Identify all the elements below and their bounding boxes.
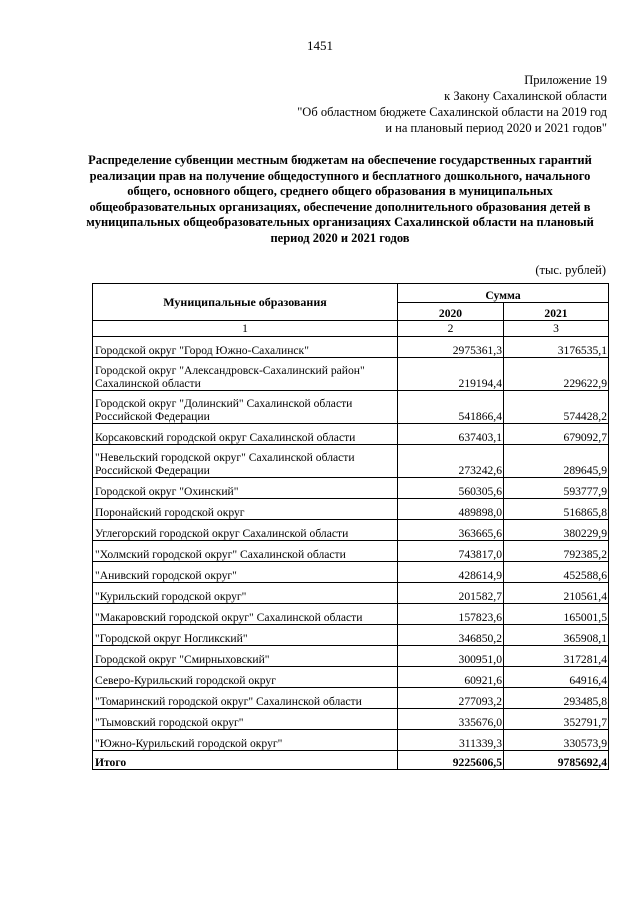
municipality-name-cell: Городской округ "Смирныховский" bbox=[93, 646, 398, 667]
table-row bbox=[93, 337, 609, 358]
value-2021-cell: 293485,8 bbox=[504, 688, 609, 709]
value-2021-cell: 64916,4 bbox=[504, 667, 609, 688]
value-2020-cell: 2975361,3 bbox=[398, 337, 504, 358]
municipality-name-cell: "Южно-Курильский городской округ" bbox=[93, 730, 398, 751]
municipality-name-cell: Городской округ "Город Южно-Сахалинск" bbox=[93, 337, 398, 358]
value-2020-cell: 560305,6 bbox=[398, 478, 504, 499]
document-title: Распределение субвенции местным бюджетам на обеспечение государственных гарантий реализации прав на получение общедоступного и бесплатного дошкольного, начального общего, основного общего, среднего общего образования в муниципальных общеобразовательных организациях, обеспечение дополнительного образования детей в муниципальных общеобразовательных организациях Сахалинской области на плановый период 2020 и 2021 годов bbox=[86, 153, 594, 245]
municipality-name-cell: Поронайский городской округ bbox=[93, 499, 398, 520]
header-municipalities: Муниципальные образования bbox=[93, 284, 398, 321]
table-row bbox=[93, 604, 609, 625]
municipality-name-cell: Северо-Курильский городской округ bbox=[93, 667, 398, 688]
appendix-note bbox=[297, 72, 607, 136]
total-2021-cell: 9785692,4 bbox=[504, 751, 609, 770]
subvention-table bbox=[92, 283, 609, 770]
value-2020-cell: 201582,7 bbox=[398, 583, 504, 604]
table-row bbox=[93, 424, 609, 445]
municipality-name-cell: "Холмский городской округ" Сахалинской области bbox=[93, 541, 398, 562]
header-year-2020: 2020 bbox=[398, 303, 504, 321]
value-2020-cell: 489898,0 bbox=[398, 499, 504, 520]
value-2021-cell: 365908,1 bbox=[504, 625, 609, 646]
municipality-name-cell: Корсаковский городской округ Сахалинской области bbox=[93, 424, 398, 445]
table-row bbox=[93, 562, 609, 583]
units-label: (тыс. рублей) bbox=[535, 263, 606, 277]
table-row bbox=[93, 646, 609, 667]
total-row bbox=[93, 751, 609, 770]
total-label-cell: Итого bbox=[93, 751, 398, 770]
value-2020-cell: 743817,0 bbox=[398, 541, 504, 562]
value-2021-cell: 792385,2 bbox=[504, 541, 609, 562]
appendix-line: Приложение 19 bbox=[524, 73, 607, 87]
table-row bbox=[93, 625, 609, 646]
value-2021-cell: 330573,9 bbox=[504, 730, 609, 751]
table-row bbox=[93, 688, 609, 709]
column-number: 1 bbox=[93, 321, 398, 337]
table-row bbox=[93, 583, 609, 604]
municipality-name-cell: Городской округ "Долинский" Сахалинской области Российской Федерации bbox=[93, 391, 398, 424]
value-2020-cell: 311339,3 bbox=[398, 730, 504, 751]
column-number: 2 bbox=[398, 321, 504, 337]
municipality-name-cell: "Невельский городской округ" Сахалинской области Российской Федерации bbox=[93, 445, 398, 478]
table-row bbox=[93, 709, 609, 730]
table-row bbox=[93, 730, 609, 751]
table-row bbox=[93, 667, 609, 688]
header-sum: Сумма bbox=[398, 284, 609, 303]
value-2021-cell: 574428,2 bbox=[504, 391, 609, 424]
table-row bbox=[93, 478, 609, 499]
table-row bbox=[93, 499, 609, 520]
value-2021-cell: 165001,5 bbox=[504, 604, 609, 625]
value-2020-cell: 335676,0 bbox=[398, 709, 504, 730]
value-2020-cell: 300951,0 bbox=[398, 646, 504, 667]
table-row bbox=[93, 445, 609, 478]
value-2021-cell: 593777,9 bbox=[504, 478, 609, 499]
value-2021-cell: 380229,9 bbox=[504, 520, 609, 541]
appendix-line: к Закону Сахалинской области bbox=[444, 89, 607, 103]
value-2021-cell: 229622,9 bbox=[504, 358, 609, 391]
value-2020-cell: 541866,4 bbox=[398, 391, 504, 424]
value-2021-cell: 352791,7 bbox=[504, 709, 609, 730]
table-row bbox=[93, 520, 609, 541]
value-2020-cell: 428614,9 bbox=[398, 562, 504, 583]
value-2020-cell: 157823,6 bbox=[398, 604, 504, 625]
appendix-line: "Об областном бюджете Сахалинской области на 2019 год bbox=[297, 105, 607, 119]
municipality-name-cell: Городской округ "Александровск-Сахалинский район" Сахалинской области bbox=[93, 358, 398, 391]
municipality-name-cell: "Анивский городской округ" bbox=[93, 562, 398, 583]
value-2021-cell: 210561,4 bbox=[504, 583, 609, 604]
municipality-name-cell: "Томаринский городской округ" Сахалинской области bbox=[93, 688, 398, 709]
municipality-name-cell: "Макаровский городской округ" Сахалинской области bbox=[93, 604, 398, 625]
total-2020-cell: 9225606,5 bbox=[398, 751, 504, 770]
value-2021-cell: 516865,8 bbox=[504, 499, 609, 520]
table-row bbox=[93, 358, 609, 391]
column-number: 3 bbox=[504, 321, 609, 337]
page-number: 1451 bbox=[307, 38, 333, 53]
municipality-name-cell: Городской округ "Охинский" bbox=[93, 478, 398, 499]
value-2020-cell: 637403,1 bbox=[398, 424, 504, 445]
value-2021-cell: 679092,7 bbox=[504, 424, 609, 445]
value-2020-cell: 60921,6 bbox=[398, 667, 504, 688]
table-row bbox=[93, 541, 609, 562]
value-2020-cell: 273242,6 bbox=[398, 445, 504, 478]
municipality-name-cell: Углегорский городской округ Сахалинской области bbox=[93, 520, 398, 541]
value-2021-cell: 289645,9 bbox=[504, 445, 609, 478]
appendix-line: и на плановый период 2020 и 2021 годов" bbox=[385, 121, 607, 135]
municipality-name-cell: "Тымовский городской округ" bbox=[93, 709, 398, 730]
value-2021-cell: 317281,4 bbox=[504, 646, 609, 667]
municipality-name-cell: "Городской округ Ногликский" bbox=[93, 625, 398, 646]
value-2021-cell: 452588,6 bbox=[504, 562, 609, 583]
table-row bbox=[93, 391, 609, 424]
value-2020-cell: 219194,4 bbox=[398, 358, 504, 391]
header-year-2021: 2021 bbox=[504, 303, 609, 321]
value-2020-cell: 346850,2 bbox=[398, 625, 504, 646]
value-2020-cell: 363665,6 bbox=[398, 520, 504, 541]
value-2020-cell: 277093,2 bbox=[398, 688, 504, 709]
municipality-name-cell: "Курильский городской округ" bbox=[93, 583, 398, 604]
value-2021-cell: 3176535,1 bbox=[504, 337, 609, 358]
